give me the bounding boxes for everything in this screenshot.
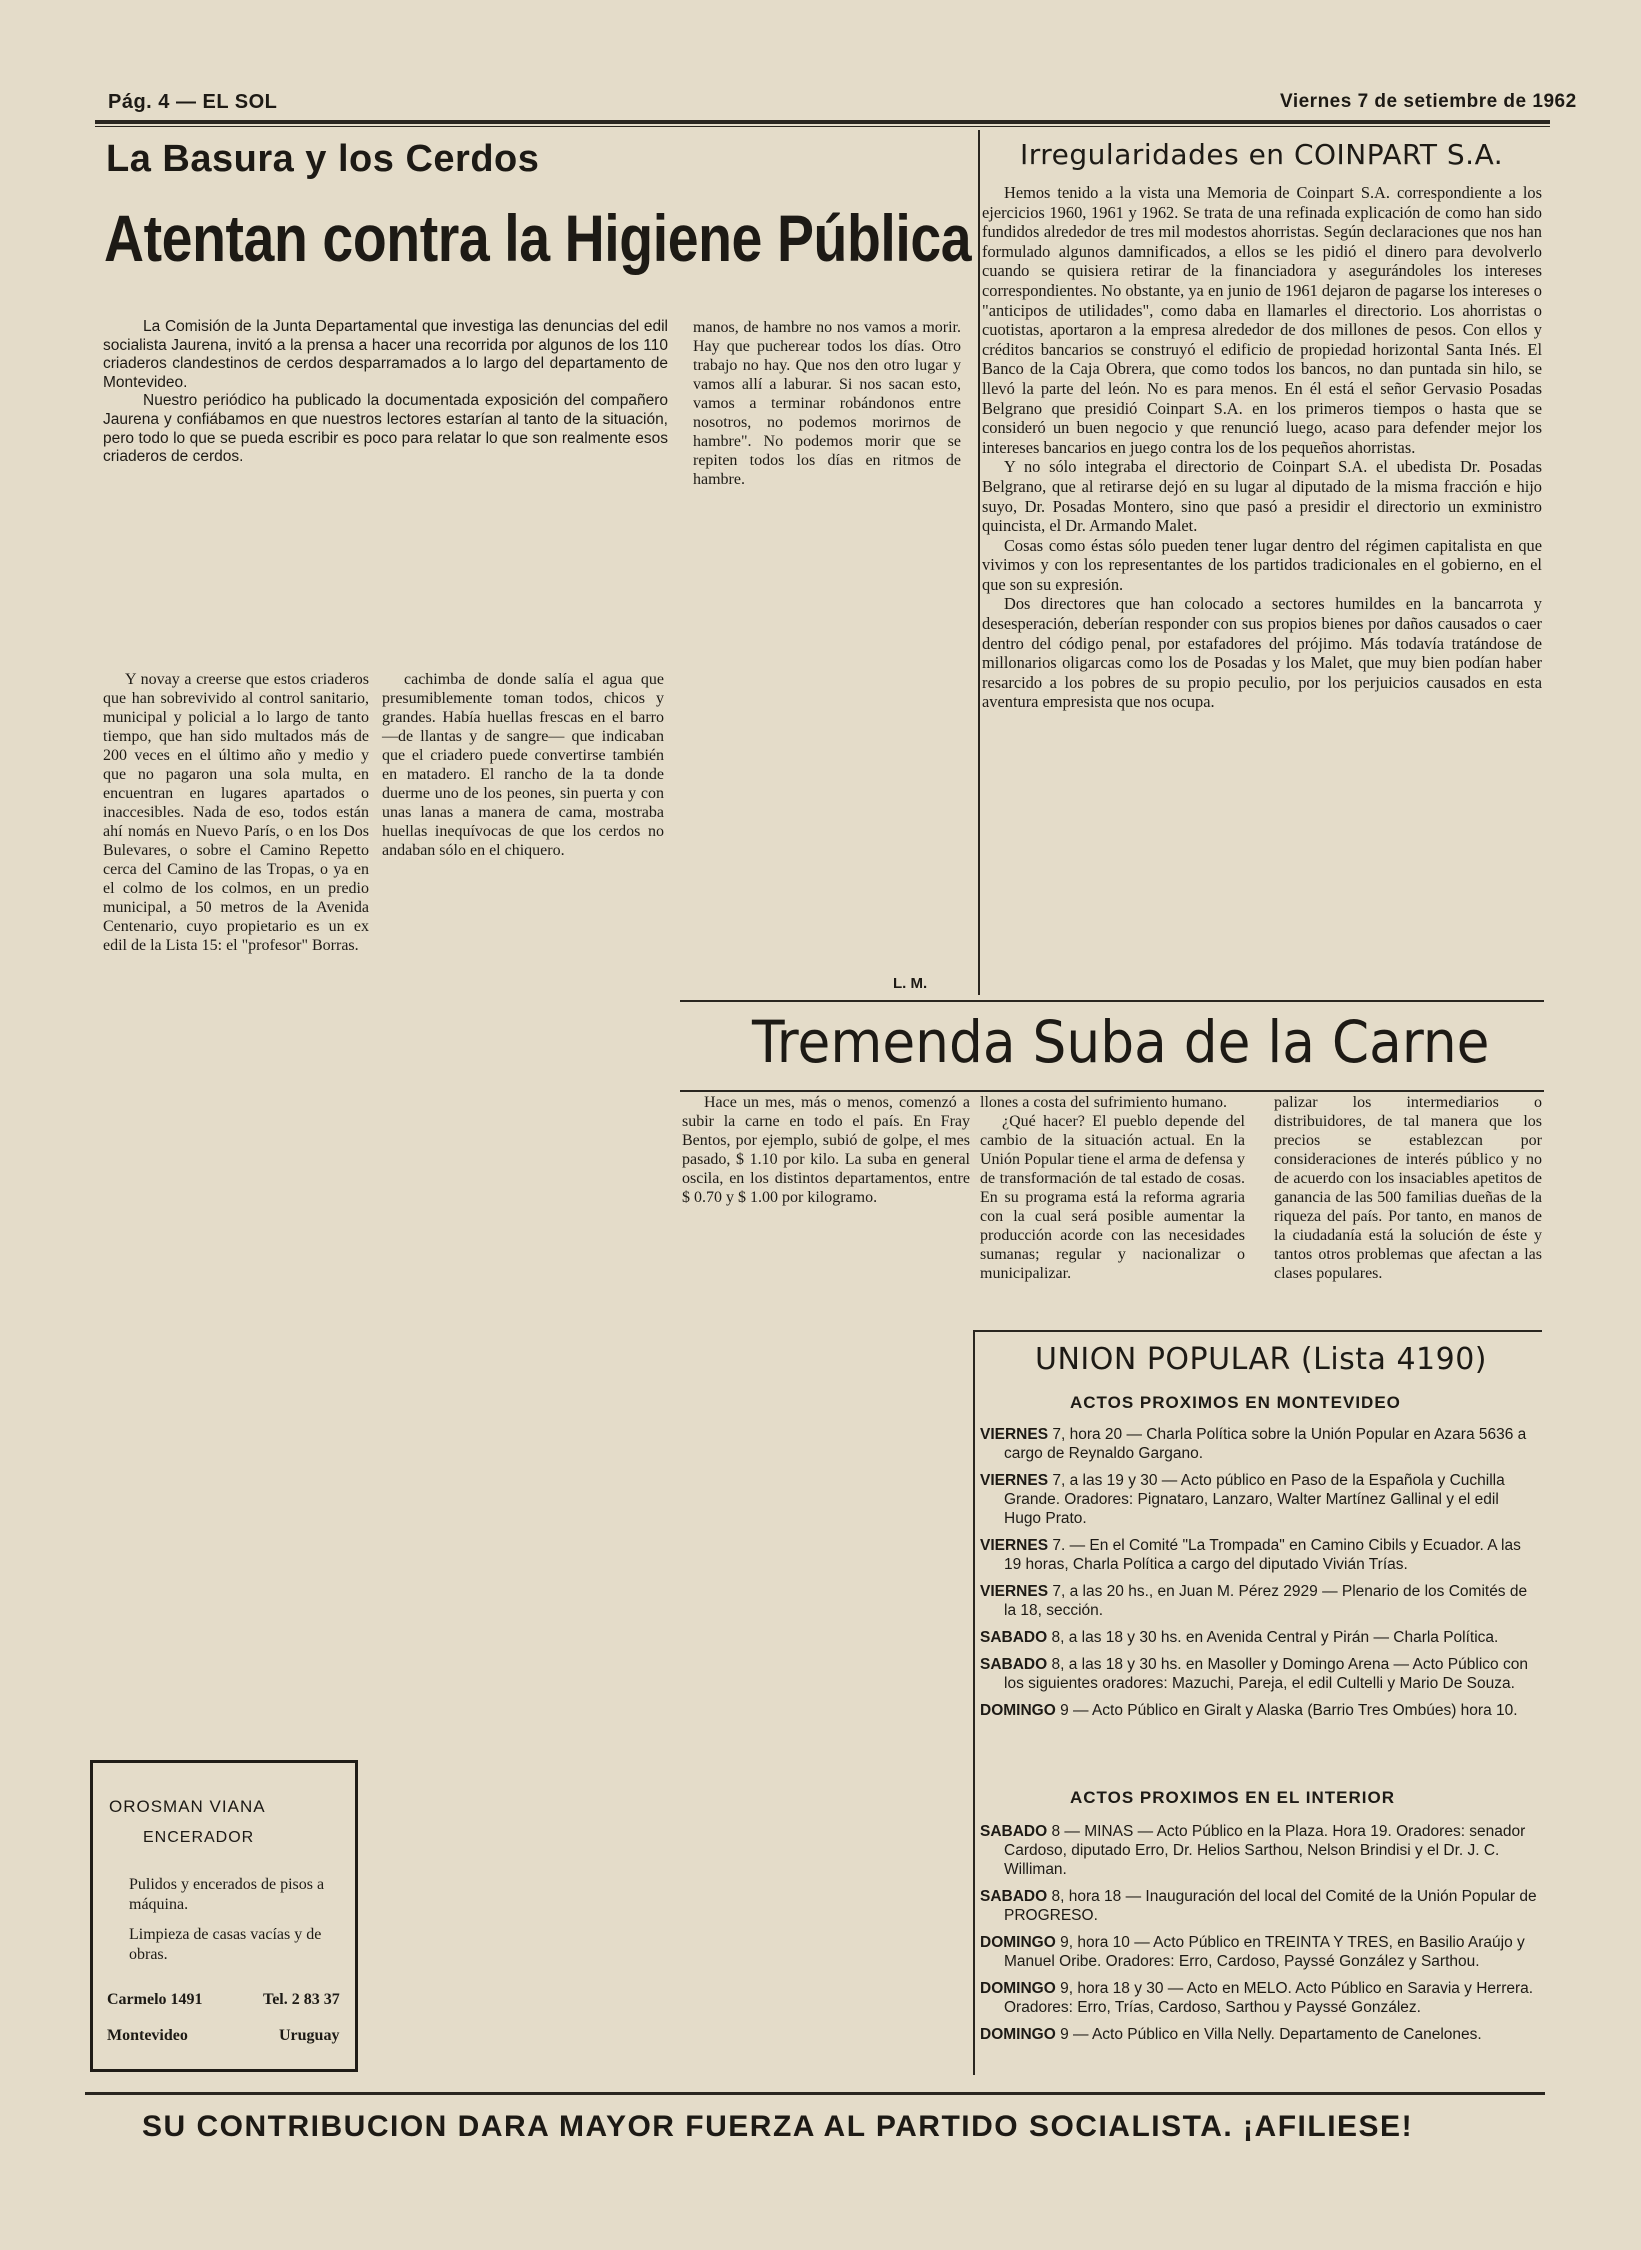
section-rule [680,1000,1544,1002]
ad-line-2: Limpieza de casas vacías y de obras. [129,1926,322,1963]
event-item: VIERNES 7, a las 19 y 30 — Acto público en Paso de la Española y Cuchilla Grande. Oradores: Pignataro, Lanzaro, Walter Martínez Gallinal y el edil Hugo Prato. [980,1472,1505,1527]
montevideo-events [980,1425,1540,1728]
event-item: VIERNES 7. — En el Comité "La Trompada" en Camino Cibils y Ecuador. A las 19 horas, Charla Política a cargo del diputado Vivián Trías. [980,1537,1521,1573]
intro-paragraph: La Comisión de la Junta Departamental que investiga las denuncias del edil socialista Jaurena, invitó a la prensa a hacer una recorrida por algunos de los 110 criaderos clandestinos de cerdos desparramados a lo largo del departamento de Montevideo. [103,318,668,391]
column-rule [978,130,980,995]
footer-rule [85,2092,1545,2095]
carne-title: Tremenda Suba de la Carne [752,1008,1490,1076]
paragraph: Y no sólo integraba el directorio de Coinpart S.A. el ubedista Dr. Posadas Belgrano, que al retirarse dejó en su lugar al diputado de la misma fracción e hijo suyo, Dr. Posadas Montero, sino que pasó a presidir el directorio un exministro quincista, el Dr. Armando Malet. [982,457,1542,536]
article-signature: L. M. [893,975,928,992]
ad-line-1: Pulidos y encerados de pisos a máquina. [129,1876,325,1913]
article-headline: Atentan contra la Higiene Pública [104,201,972,275]
carne-column-3 [1274,1093,1542,1283]
event-item: VIERNES 7, hora 20 — Charla Política sobre la Unión Popular en Azara 5636 a cargo de Reynaldo Gargano. [980,1426,1527,1462]
montevideo-heading: ACTOS PROXIMOS EN MONTEVIDEO [1070,1393,1401,1412]
ad-country: Uruguay [279,2027,340,2044]
event-item: SABADO 8, a las 18 y 30 hs. en Masoller y Domingo Arena — Acto Público con los siguientes oradores: Mazuchi, Pareja, el edil Cultelli y Mario De Souza. [980,1656,1528,1692]
event-item: DOMINGO 9 — Acto Público en Giralt y Alaska (Barrio Tres Ombúes) hora 10. [980,1702,1518,1719]
ad-city: Montevideo [107,2027,188,2044]
interior-events [980,1822,1540,2052]
paragraph: Y novay a creerse que estos criaderos que han sobrevivido al control sanitario, municipal y policial a lo largo de tanto tiempo, que han sido multados más de 200 veces en el último año y medio y que no pagaron una sola multa, en encuentran en lugares apartados o inaccesibles. Nada de eso, todos están ahí nomás en Nuevo París, o en los Dos Bulevares, o sobre el Camino Repetto cerca del Camino de las Tropas, o ya en el colmo de los colmos, en un predio municipal, a 50 metros de la Avenida Centenario, cuyo propietario es un ex edil de la Lista 15: el "profesor" Borras. [103,671,369,954]
paragraph: Cosas como éstas sólo pueden tener lugar dentro del régimen capitalista en que vivimos y con los representantes de los partidos tradicionales en el gobierno, en el que son su expresión. [982,535,1542,594]
advertisement-box [90,1760,358,2072]
paragraph: ¿Qué hacer? El pueblo depende del cambio de la situación actual. En la Unión Popular tiene el arma de defensa y de transformación de tal estado de cosas. En su programa está la reforma agraria con la cual será posible aumentar la producción acorde con las necesidades sumanas; regular y nacionalizar o municipalizar. [980,1113,1245,1282]
coinpart-title: Irregularidades en COINPART S.A. [1020,138,1504,171]
footer-slogan: SU CONTRIBUCION DARA MAYOR FUERZA AL PARTIDO SOCIALISTA. ¡AFILIESE! [142,2110,1414,2143]
paragraph: llones a costa del sufrimiento humano. [980,1094,1228,1111]
carne-column-2 [980,1093,1245,1283]
intro-paragraph: Nuestro periódico ha publicado la documentada exposición del compañero Jaurena y confiábamos en que nuestros lectores estarían al tanto de la situación, pero todo lo que se pueda escribir es poco para relatar lo que son realmente esos criaderos de cerdos. [103,392,668,466]
interior-heading: ACTOS PROXIMOS EN EL INTERIOR [1070,1788,1395,1807]
paragraph: palizar los intermediarios o distribuidores, de tal manera que los precios se establezcan por consideraciones de interés público y no de acuerdo con los insaciables apetitos de ganancia de las 500 familias dueñas de la riqueza del país. Por tanto, en manos de la ciudadanía está la solución de éste y tantos otros problemas que afectan a las clases populares. [1274,1094,1542,1282]
event-item: VIERNES 7, a las 20 hs., en Juan M. Pérez 2929 — Plenario de los Comités de la 18, sección. [980,1583,1528,1619]
ad-trade: ENCERADOR [143,1829,255,1846]
intro-right-column [693,318,961,489]
event-item: SABADO 8, hora 18 — Inauguración del local del Comité de la Unión Popular de PROGRESO. [980,1888,1537,1924]
paragraph: manos, de hambre no nos vamos a morir. Hay que pucherear todos los días. Otro trabajo no hay. Que nos den otro lugar y vamos allí a laburar. Si nos sacan esto, vamos a terminar robándonos entre nosotros, no podemos morirnos de hambre". No podemos morir que se repiten todos los días en ritmos de hambre. [693,319,961,488]
article-intro [103,318,668,467]
carne-column-1 [682,1093,970,1207]
paragraph: cachimba de donde salía el agua que presumiblemente toman todos, chicos y grandes. Había huellas frescas en el barro —de llantas y de sangre— que indicaban que el criadero puede convertirse también en matadero. El rancho de la ta donde duerme uno de los peones, sin puerta y con unas lanas a manera de cama, mostraba huellas inequívocas de que los cerdos no andaban sólo en el chiquero. [382,671,664,859]
body-column-2 [382,670,664,860]
coinpart-body [982,183,1542,712]
ad-name: OROSMAN VIANA [109,1797,266,1816]
paragraph: Hemos tenido a la vista una Memoria de Coinpart S.A. correspondiente a los ejercicios 1960, 1961 y 1962. Se trata de una refinada explicación de como han sido fundidos alrededor de tres mil modestos ahorristas. Según declaraciones que nos han formulado algunos damnificados, a ellos se les pidió el dinero para devolverlo cuando se quisiera retirar de la financiadora y asegurándoles los intereses correspondientes. No obstante, ya en junio de 1961 dejaron de pagarse los intereses o "anticipos de utilidades", como daba en llamarles el directorio. Los ahorristas o cuotistas, aportaron a la empresa alrededor de dos millones de pesos. Con ellos y créditos bancarios se construyó el edificio de propiedad horizontal Santa Inés. El Banco de la Caja Obrera, que como todos los bancos, no dan puntada sin hilo, se llevó la parte del león. No es para menos. En él está el señor Gervasio Posadas Belgrano que presidió Coinpart S.A. en los primeros tiempos o hasta que se consideró un buen negocio y que renunció luego, acaso para defender mejor los intereses bancarios en juego contra los de los pequeños ahorristas. [982,183,1542,457]
event-item: DOMINGO 9, hora 18 y 30 — Acto en MELO. Acto Público en Saravia y Herrera. Oradores: Erro, Trías, Cardoso, Sarthou y Payssé González. [980,1980,1534,2016]
ad-address: Carmelo 1491 [107,1991,203,2008]
body-column-1 [103,670,369,955]
page-number: Pág. 4 — EL SOL [108,91,278,113]
event-item: SABADO 8 — MINAS — Acto Público en la Plaza. Hora 19. Oradores: senador Cardoso, diputado Erro, Dr. Helios Sarthou, Nelson Brindisi y el Dr. J. C. Williman. [980,1823,1526,1878]
union-popular-rule [974,1330,1542,1332]
union-popular-title: UNION POPULAR (Lista 4190) [1035,1342,1488,1377]
event-item: SABADO 8, a las 18 y 30 hs. en Avenida Central y Pirán — Charla Política. [980,1629,1499,1646]
event-item: DOMINGO 9, hora 10 — Acto Público en TREINTA Y TRES, en Basilio Araújo y Manuel Oribe. Oradores: Erro, Cardoso, Payssé González y Sarthou. [980,1934,1525,1970]
paragraph: Hace un mes, más o menos, comenzó a subir la carne en todo el país. En Fray Bentos, por ejemplo, subió de golpe, el mes pasado, $ 1.10 por kilo. La suba en general oscila, en los distintos departamentos, entre $ 0.70 y $ 1.00 por kilogramo. [682,1094,970,1206]
event-item: DOMINGO 9 — Acto Público en Villa Nelly. Departamento de Canelones. [980,2026,1482,2043]
ad-phone: Tel. 2 83 37 [263,1991,340,2008]
masthead-rule [95,120,1550,124]
issue-date: Viernes 7 de setiembre de 1962 [1280,91,1577,112]
paragraph: Dos directores que han colocado a sectores humildes en la bancarrota y desesperación, deberían responder con sus propios bienes por daños causados o caer dentro del código penal, por estafadores del prójimo. Más todavía tratándose de millonarios oligarcas como los de Posadas y los Malet, que muy bien podían haber resarcido a los pobres de su propio peculio, por los perjuicios causados en esta aventura empresista que nos ocupa. [982,594,1542,712]
article-kicker: La Basura y los Cerdos [106,138,540,180]
